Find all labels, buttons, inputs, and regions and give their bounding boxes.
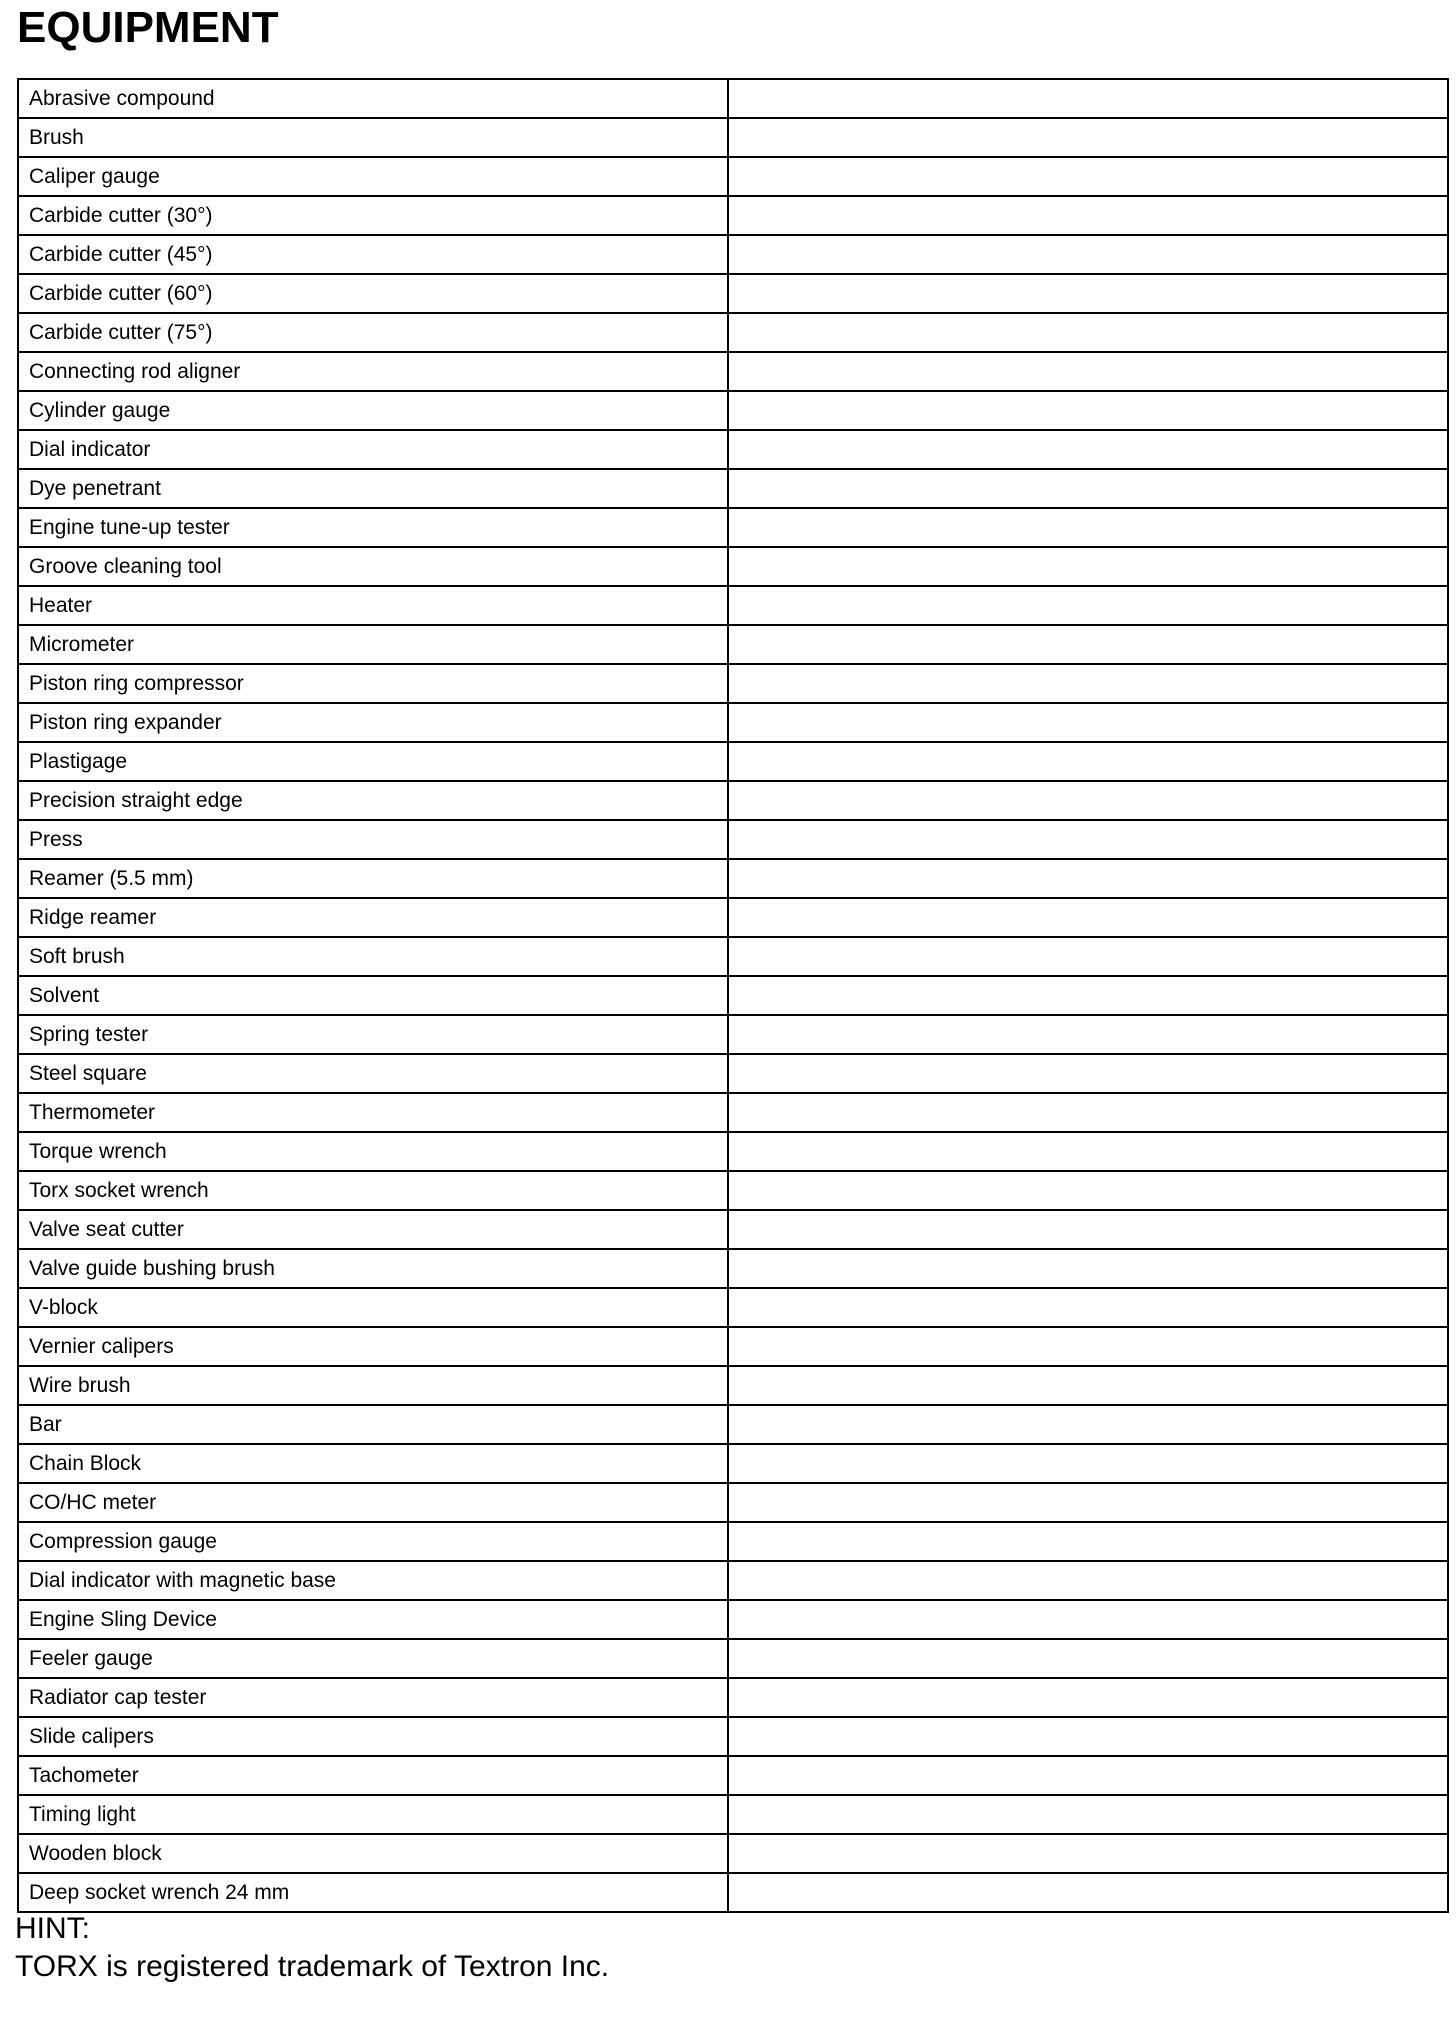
equipment-name-cell: Carbide cutter (75°) xyxy=(18,313,728,352)
equipment-name-cell: Groove cleaning tool xyxy=(18,547,728,586)
hint-label: HINT: xyxy=(15,1912,90,1945)
table-row xyxy=(18,898,1448,937)
equipment-blank-cell xyxy=(728,1132,1448,1171)
equipment-blank-cell xyxy=(728,430,1448,469)
equipment-name-cell: V-block xyxy=(18,1288,728,1327)
table-row xyxy=(18,703,1448,742)
equipment-name-cell: Vernier calipers xyxy=(18,1327,728,1366)
equipment-blank-cell xyxy=(728,235,1448,274)
equipment-blank-cell xyxy=(728,1756,1448,1795)
table-row xyxy=(18,1483,1448,1522)
equipment-name-cell: Wooden block xyxy=(18,1834,728,1873)
table-row xyxy=(18,352,1448,391)
table-row xyxy=(18,625,1448,664)
equipment-blank-cell xyxy=(728,1873,1448,1912)
equipment-blank-cell xyxy=(728,313,1448,352)
equipment-name-cell: Plastigage xyxy=(18,742,728,781)
table-row xyxy=(18,1444,1448,1483)
equipment-blank-cell xyxy=(728,898,1448,937)
equipment-blank-cell xyxy=(728,781,1448,820)
table-row xyxy=(18,1405,1448,1444)
table-row xyxy=(18,118,1448,157)
equipment-name-cell: Valve guide bushing brush xyxy=(18,1249,728,1288)
hint-block xyxy=(15,1910,609,1986)
equipment-name-cell: Slide calipers xyxy=(18,1717,728,1756)
equipment-name-cell: Chain Block xyxy=(18,1444,728,1483)
equipment-name-cell: Carbide cutter (45°) xyxy=(18,235,728,274)
equipment-blank-cell xyxy=(728,1483,1448,1522)
equipment-name-cell: Brush xyxy=(18,118,728,157)
equipment-name-cell: Cylinder gauge xyxy=(18,391,728,430)
table-row xyxy=(18,820,1448,859)
equipment-name-cell: Feeler gauge xyxy=(18,1639,728,1678)
equipment-blank-cell xyxy=(728,1639,1448,1678)
equipment-blank-cell xyxy=(728,1561,1448,1600)
table-row xyxy=(18,664,1448,703)
equipment-name-cell: Compression gauge xyxy=(18,1522,728,1561)
equipment-blank-cell xyxy=(728,1249,1448,1288)
table-row xyxy=(18,1366,1448,1405)
table-row xyxy=(18,469,1448,508)
equipment-name-cell: Reamer (5.5 mm) xyxy=(18,859,728,898)
equipment-blank-cell xyxy=(728,1366,1448,1405)
equipment-blank-cell xyxy=(728,1678,1448,1717)
table-row xyxy=(18,1600,1448,1639)
equipment-blank-cell xyxy=(728,1015,1448,1054)
equipment-blank-cell xyxy=(728,118,1448,157)
equipment-name-cell: Dial indicator with magnetic base xyxy=(18,1561,728,1600)
equipment-name-cell: Deep socket wrench 24 mm xyxy=(18,1873,728,1912)
table-row xyxy=(18,586,1448,625)
table-row xyxy=(18,976,1448,1015)
equipment-blank-cell xyxy=(728,352,1448,391)
equipment-blank-cell xyxy=(728,859,1448,898)
equipment-name-cell: Solvent xyxy=(18,976,728,1015)
equipment-blank-cell xyxy=(728,1795,1448,1834)
equipment-name-cell: Connecting rod aligner xyxy=(18,352,728,391)
equipment-table xyxy=(17,78,1449,1913)
table-row xyxy=(18,1873,1448,1912)
equipment-name-cell: Ridge reamer xyxy=(18,898,728,937)
equipment-name-cell: Spring tester xyxy=(18,1015,728,1054)
equipment-name-cell: Piston ring expander xyxy=(18,703,728,742)
equipment-name-cell: Piston ring compressor xyxy=(18,664,728,703)
equipment-blank-cell xyxy=(728,742,1448,781)
equipment-blank-cell xyxy=(728,1444,1448,1483)
page-title: EQUIPMENT xyxy=(17,3,279,52)
equipment-table-body xyxy=(18,79,1448,1912)
equipment-blank-cell xyxy=(728,157,1448,196)
equipment-name-cell: Torque wrench xyxy=(18,1132,728,1171)
equipment-name-cell: Dial indicator xyxy=(18,430,728,469)
equipment-blank-cell xyxy=(728,1093,1448,1132)
table-row xyxy=(18,859,1448,898)
equipment-blank-cell xyxy=(728,1171,1448,1210)
equipment-name-cell: Valve seat cutter xyxy=(18,1210,728,1249)
equipment-blank-cell xyxy=(728,1405,1448,1444)
table-row xyxy=(18,1093,1448,1132)
equipment-blank-cell xyxy=(728,469,1448,508)
equipment-name-cell: Wire brush xyxy=(18,1366,728,1405)
table-row xyxy=(18,1561,1448,1600)
table-row xyxy=(18,196,1448,235)
equipment-name-cell: Heater xyxy=(18,586,728,625)
equipment-name-cell: Abrasive compound xyxy=(18,79,728,118)
table-row xyxy=(18,313,1448,352)
equipment-blank-cell xyxy=(728,1288,1448,1327)
equipment-name-cell: Bar xyxy=(18,1405,728,1444)
equipment-blank-cell xyxy=(728,196,1448,235)
equipment-name-cell: Steel square xyxy=(18,1054,728,1093)
table-row xyxy=(18,508,1448,547)
table-row xyxy=(18,1054,1448,1093)
equipment-blank-cell xyxy=(728,1327,1448,1366)
equipment-blank-cell xyxy=(728,1054,1448,1093)
equipment-blank-cell xyxy=(728,1522,1448,1561)
equipment-blank-cell xyxy=(728,1717,1448,1756)
equipment-name-cell: Carbide cutter (30°) xyxy=(18,196,728,235)
equipment-blank-cell xyxy=(728,820,1448,859)
table-row xyxy=(18,1522,1448,1561)
table-row xyxy=(18,79,1448,118)
hint-text: TORX is registered trademark of Textron Inc. xyxy=(15,1950,610,1983)
equipment-name-cell: Precision straight edge xyxy=(18,781,728,820)
table-row xyxy=(18,1210,1448,1249)
table-row xyxy=(18,1249,1448,1288)
table-row xyxy=(18,937,1448,976)
table-row xyxy=(18,1288,1448,1327)
table-row xyxy=(18,157,1448,196)
equipment-name-cell: Torx socket wrench xyxy=(18,1171,728,1210)
table-row xyxy=(18,781,1448,820)
equipment-blank-cell xyxy=(728,703,1448,742)
table-row xyxy=(18,1678,1448,1717)
equipment-name-cell: Timing light xyxy=(18,1795,728,1834)
equipment-blank-cell xyxy=(728,1834,1448,1873)
table-row xyxy=(18,274,1448,313)
equipment-blank-cell xyxy=(728,79,1448,118)
equipment-blank-cell xyxy=(728,976,1448,1015)
equipment-name-cell: Engine tune-up tester xyxy=(18,508,728,547)
equipment-blank-cell xyxy=(728,391,1448,430)
equipment-blank-cell xyxy=(728,547,1448,586)
table-row xyxy=(18,1639,1448,1678)
table-row xyxy=(18,742,1448,781)
equipment-blank-cell xyxy=(728,937,1448,976)
equipment-name-cell: Engine Sling Device xyxy=(18,1600,728,1639)
table-row xyxy=(18,1795,1448,1834)
table-row xyxy=(18,235,1448,274)
table-row xyxy=(18,1834,1448,1873)
equipment-blank-cell xyxy=(728,508,1448,547)
equipment-name-cell: Tachometer xyxy=(18,1756,728,1795)
equipment-name-cell: Caliper gauge xyxy=(18,157,728,196)
equipment-name-cell: CO/HC meter xyxy=(18,1483,728,1522)
equipment-name-cell: Dye penetrant xyxy=(18,469,728,508)
table-row xyxy=(18,1171,1448,1210)
equipment-blank-cell xyxy=(728,1210,1448,1249)
equipment-blank-cell xyxy=(728,274,1448,313)
table-row xyxy=(18,1717,1448,1756)
table-row xyxy=(18,1015,1448,1054)
equipment-blank-cell xyxy=(728,586,1448,625)
table-row xyxy=(18,1132,1448,1171)
equipment-name-cell: Micrometer xyxy=(18,625,728,664)
equipment-name-cell: Thermometer xyxy=(18,1093,728,1132)
table-row xyxy=(18,547,1448,586)
table-row xyxy=(18,391,1448,430)
table-row xyxy=(18,430,1448,469)
equipment-name-cell: Carbide cutter (60°) xyxy=(18,274,728,313)
equipment-blank-cell xyxy=(728,1600,1448,1639)
equipment-name-cell: Radiator cap tester xyxy=(18,1678,728,1717)
equipment-name-cell: Soft brush xyxy=(18,937,728,976)
table-row xyxy=(18,1327,1448,1366)
equipment-blank-cell xyxy=(728,625,1448,664)
table-row xyxy=(18,1756,1448,1795)
equipment-name-cell: Press xyxy=(18,820,728,859)
equipment-blank-cell xyxy=(728,664,1448,703)
